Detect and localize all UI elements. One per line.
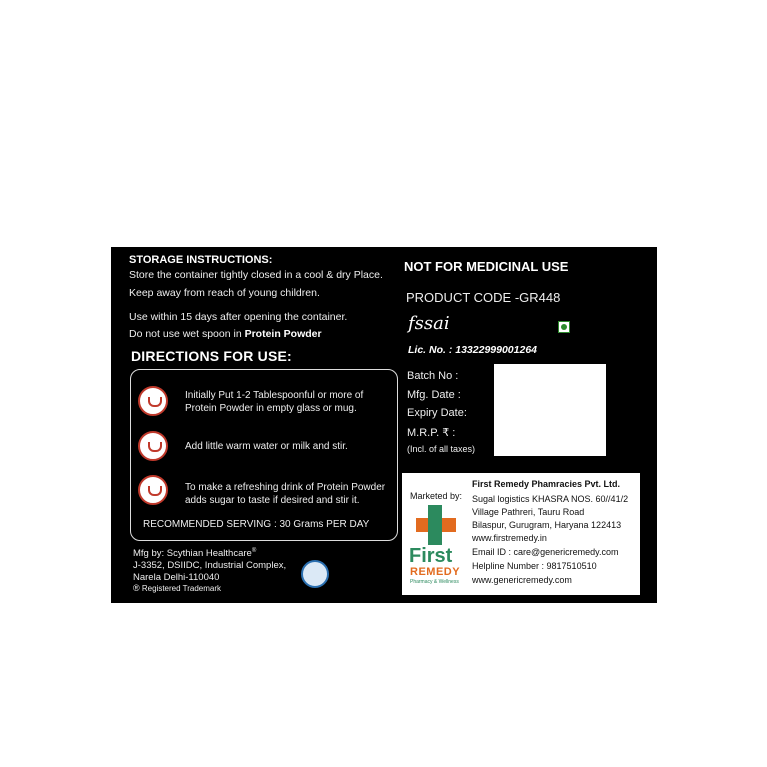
fssai-logo: fssai [408, 313, 450, 334]
step-1-line-2: Protein Powder in empty glass or mug. [185, 403, 357, 414]
storage-line-1: Store the container tightly closed in a cool & dry Place. [129, 269, 383, 281]
not-for-medicinal-use: NOT FOR MEDICINAL USE [404, 259, 569, 274]
marketer-address-3: Bilaspur, Gurugram, Haryana 122413 [472, 520, 622, 530]
storage-line-2: Keep away from reach of young children. [129, 287, 320, 299]
step-3 [185, 481, 385, 507]
step-3-line-1: To make a refreshing drink of Protein Powder [185, 482, 386, 493]
certification-seal-icon [301, 560, 329, 588]
storage-line-4-prefix: Do not use wet spoon in [129, 328, 245, 340]
product-label [111, 247, 657, 603]
drink-icon [138, 475, 168, 505]
directions-heading: DIRECTIONS FOR USE: [131, 348, 292, 364]
stir-icon [138, 431, 168, 461]
marketer-website-2: www.genericremedy.com [472, 575, 572, 585]
marketer-website-1: www.firstremedy.in [472, 533, 547, 543]
mfg-name: Mfg by: Scythian Healthcare [133, 548, 252, 560]
marketer-company: First Remedy Phamracies Pvt. Ltd. [472, 479, 621, 489]
step-3-line-2: adds sugar to taste if desired and stir it. [185, 495, 360, 506]
batch-no-label: Batch No : [407, 370, 459, 382]
registered-trademark [133, 583, 221, 593]
first-remedy-cross-icon [414, 505, 460, 545]
logo-remedy-text: REMEDY [410, 566, 461, 578]
mfg-line-1 [133, 548, 256, 559]
directions-box [130, 369, 398, 541]
taxes-note: (Incl. of all taxes) [407, 444, 476, 454]
tm-text: Registered Trademark [141, 584, 222, 593]
step-1 [185, 389, 363, 415]
veg-mark-icon [558, 321, 570, 333]
marketer-helpline: Helpline Number : 9817510510 [472, 561, 597, 571]
storage-line-4 [129, 328, 322, 340]
mrp-label: M.R.P. ₹ : [407, 427, 456, 439]
mfg-date-label: Mfg. Date : [407, 389, 461, 401]
expiry-date-label: Expiry Date: [407, 407, 467, 419]
marketer-email: Email ID : care@genericremedy.com [472, 547, 619, 557]
tm-symbol: ® [133, 583, 140, 593]
storage-line-4-bold: Protein Powder [244, 328, 322, 340]
logo-subtitle: Pharmacy & Wellness [410, 579, 459, 585]
logo-first-text: First [409, 545, 453, 567]
mfg-reg-mark: ® [251, 548, 257, 554]
step-2: Add little warm water or milk and stir. [185, 441, 348, 452]
storage-line-3: Use within 15 days after opening the container. [129, 311, 348, 323]
marketer-box [402, 473, 640, 595]
recommended-serving: RECOMMENDED SERVING : 30 Grams PER DAY [143, 519, 370, 530]
glass-icon [138, 386, 168, 416]
mfg-line-2: J-3352, DSIIDC, Industrial Complex, [133, 560, 287, 571]
mfg-line-3: Narela Delhi-110040 [133, 572, 220, 583]
storage-heading: STORAGE INSTRUCTIONS: [129, 254, 273, 266]
marketed-by-label: Marketed by: [410, 491, 463, 501]
marketer-address-1: Sugal logistics KHASRA NOS. 60//41/2 [472, 494, 629, 504]
license-number: Lic. No. : 13322999001264 [408, 344, 538, 356]
batch-details-box [494, 364, 606, 456]
step-1-line-1: Initially Put 1-2 Tablespoonful or more of [185, 390, 364, 401]
marketer-address-2: Village Pathreri, Tauru Road [472, 507, 585, 517]
product-code: PRODUCT CODE -GR448 [406, 290, 561, 305]
